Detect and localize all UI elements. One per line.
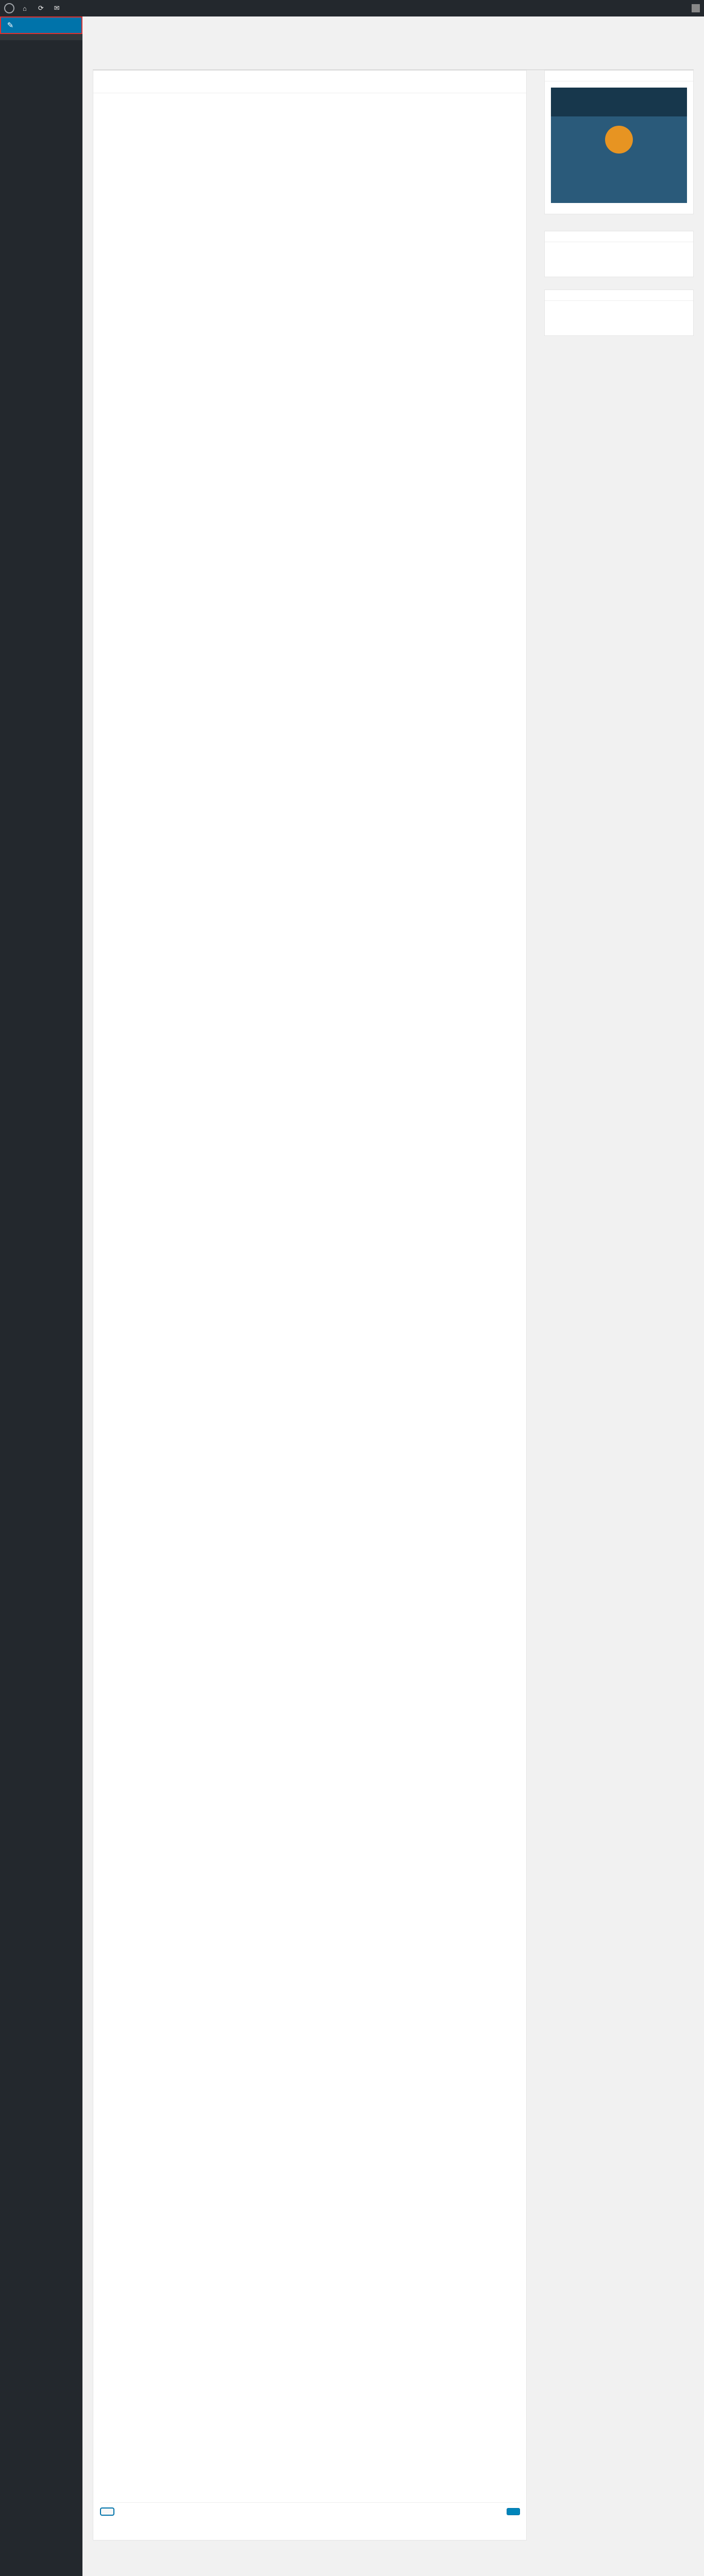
our-themes-title <box>545 71 693 81</box>
form-actions <box>100 2502 520 2521</box>
documentation-title <box>545 290 693 301</box>
admin-bar <box>0 0 704 16</box>
updates-icon: ⟳ <box>38 4 44 12</box>
options-tabs <box>93 49 694 70</box>
promo-price <box>605 126 633 154</box>
our-themes-box <box>544 70 694 214</box>
forum-title <box>545 231 693 242</box>
panel-title <box>93 71 526 93</box>
short-codes-panel <box>93 70 527 2540</box>
page-title <box>93 26 694 45</box>
updates-link[interactable] <box>34 0 50 16</box>
save-options-button[interactable] <box>507 2508 520 2515</box>
avatar <box>692 4 700 12</box>
wordpress-logo-icon[interactable] <box>0 0 19 16</box>
restore-defaults-button[interactable] <box>100 2508 114 2515</box>
forum-box <box>544 231 694 277</box>
home-icon: ⌂ <box>23 4 27 12</box>
brush-icon: ✎ <box>7 21 14 30</box>
comment-icon: ✉ <box>54 4 60 12</box>
main-content <box>93 16 694 70</box>
new-content-link[interactable] <box>66 0 74 16</box>
menu-item-appearance[interactable] <box>0 16 82 34</box>
appearance-submenu <box>0 34 82 40</box>
admin-menu <box>0 16 82 2576</box>
site-name-link[interactable] <box>19 0 34 16</box>
documentation-box <box>544 290 694 336</box>
themes-promo-banner[interactable] <box>551 88 687 203</box>
my-account-link[interactable] <box>684 0 704 16</box>
comments-link[interactable] <box>50 0 66 16</box>
